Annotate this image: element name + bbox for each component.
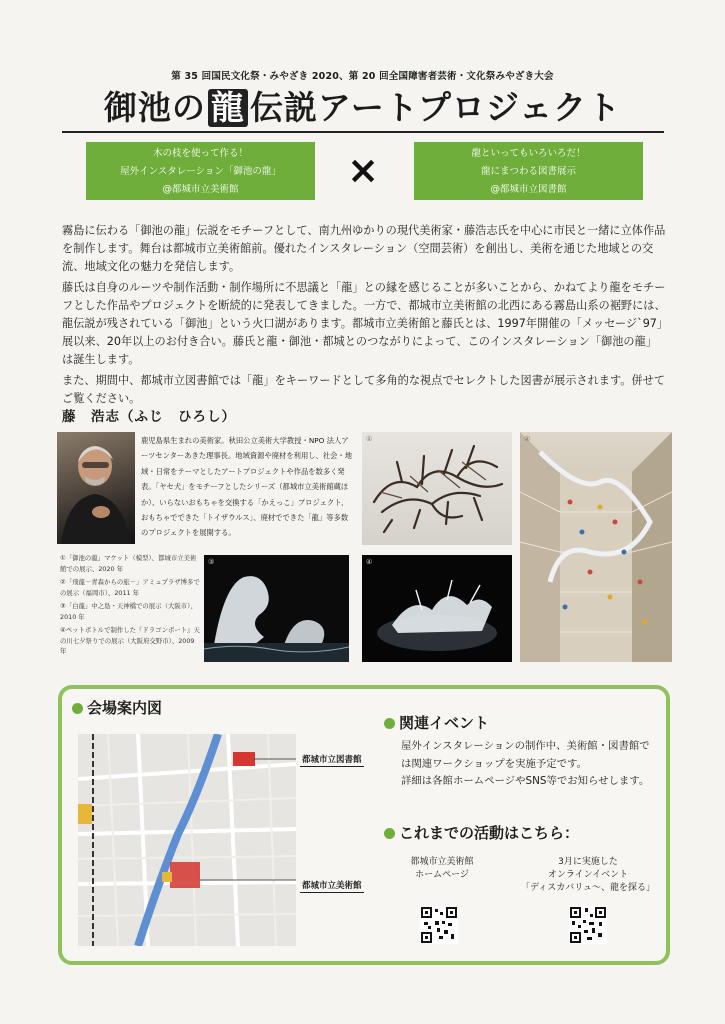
caption-1: ①「御池の龍」マケット（模型）、都城市立美術館での展示、2020 年 <box>60 554 197 573</box>
bullet-icon <box>384 828 395 839</box>
museum-homepage-link[interactable] <box>398 856 486 882</box>
intro-text <box>62 222 666 411</box>
events-title-text: 関連イベント <box>399 714 490 732</box>
library-map-label: 都城市立図書館 <box>302 755 362 765</box>
events-text-2: 詳細は各館ホームページやSNS等でお知らせします。 <box>401 775 650 787</box>
bullet-icon <box>384 718 395 729</box>
atrium-illustration <box>520 432 672 662</box>
title-before: 御池の <box>103 88 206 127</box>
events-title <box>384 712 489 733</box>
photo-dragon-boat <box>362 555 512 662</box>
online-event-line-3: 「ディスカバリュ〜、龍を探る」 <box>520 883 655 893</box>
venue-map[interactable] <box>78 734 296 946</box>
installation-line-1: 木の枝を使って作る！ <box>152 148 248 159</box>
cross-mark: × <box>347 148 379 192</box>
museum-qr-code-icon[interactable] <box>420 906 458 944</box>
title-after: 伝説アートプロジェクト <box>249 88 622 127</box>
online-event-line-1: 3月に実施した <box>558 857 618 867</box>
dragon-maquette-illustration <box>362 432 512 545</box>
photo-number-4: ④ <box>366 558 373 566</box>
activities-title <box>384 822 579 843</box>
library-box <box>414 142 643 200</box>
events-text <box>401 738 651 791</box>
events-text-1: 屋外インスタレーションの制作中、美術館・図書館では関連ワークショップを実施予定です。 <box>401 740 650 770</box>
caption-3: ③「白龍」中之島・天神橋での展示（大阪市）、2010 年 <box>60 602 197 621</box>
bullet-icon <box>72 703 83 714</box>
online-event-link[interactable] <box>518 856 658 895</box>
qr-pattern <box>569 906 607 944</box>
museum-map-label: 都城市立美術館 <box>302 881 362 891</box>
photo-flying-dragon <box>520 432 672 662</box>
artist-photo <box>57 432 135 544</box>
photo-number-2: ② <box>524 435 531 443</box>
photo-white-dragon <box>204 555 349 662</box>
museum-homepage-line-1: 都城市立美術館 <box>410 857 474 867</box>
map-title <box>72 697 162 718</box>
photo-number-3: ③ <box>208 558 215 566</box>
photo-captions <box>60 553 200 660</box>
page-title <box>0 86 725 130</box>
event-line: 第 35 回国民文化祭・みやざき 2020、第 20 回全国障害者芸術・文化祭みやざき大会 <box>171 71 554 82</box>
title-rule <box>62 131 664 133</box>
photo-maquette <box>362 432 512 545</box>
library-line-3: @都城市立図書館 <box>490 184 567 195</box>
title-highlight: 龍 <box>208 89 248 127</box>
installation-line-2: 屋外インスタレーション「御池の龍」 <box>120 166 281 177</box>
qr-pattern <box>420 906 458 944</box>
library-line-1: 龍といってもいろいろだ！ <box>471 148 586 159</box>
caption-4: ④ペットボトルで制作した『ドラゴンボート』天の川七夕祭りでの展示（大阪府交野市）、2009 年 <box>60 626 200 655</box>
intro-paragraph-3: また、期間中、都城市立図書館では「龍」をキーワードとして多角的な視点でセレクトした図書が展示されます。併せてご覧ください。 <box>62 374 666 405</box>
artist-bio: 鹿児島県生まれの美術家。秋田公立美術大学教授・NPO 法人アーツセンターあきた理事長。地域資源や廃材を利用し、社会・地域・日常をテーマとしたアートプロジェクトや作品を数多く発表。「ヤセ犬」をモチーフとしたシリーズ（都城市立美術館蔵ほか）、いらないおもちゃを交換する「かえっこ」プロジェクト、おもちゃでできた「トイザウルス」、廃材でできた「龍」等多数のプロジェクトを展開する。 <box>141 436 353 538</box>
intro-paragraph-2: 藤氏は自身のルーツや制作活動・制作場所に不思議と「龍」との縁を感じることが多いことから、かねてより龍をモチーフとした作品やプロジェクトを断続的に発表してきました。一方で、都城市立美術館の北西にある霧島山系の裾野には、龍伝説が残されている「御池」という火口湖があります。都城市立美術館と藤氏とは、1997年開催の「メッセージ`97」展以来、20年以上のお付き合い。藤氏と龍・御池・都城とのつながりによって、このインスタレーション「御池の龍」は誕生します。 <box>62 281 666 366</box>
map-illustration <box>78 734 296 946</box>
intro-paragraph-1: 霧島に伝わる「御池の龍」伝説をモチーフとして、南九州ゆかりの現代美術家・藤浩志氏を中心に市民と一緒に立体作品を制作します。舞台は都城市立美術館前。優れたインスタレーション（空間芸術）を創出し、美術を通じた地域との交流、地域文化の魅力を発信します。 <box>62 224 666 273</box>
installation-box <box>86 142 315 200</box>
caption-2: ②「飛龍－青森からの旅－」アミュプラザ博多での展示（福岡市）、2011 年 <box>60 578 200 597</box>
artist-name: 藤 浩志（ふじ ひろし） <box>62 409 236 425</box>
white-dragon-illustration <box>204 555 349 662</box>
museum-homepage-line-2: ホームページ <box>415 870 469 880</box>
installation-line-3: @都城市立美術館 <box>162 184 239 195</box>
photo-number-1: ① <box>366 435 373 443</box>
map-title-text: 会場案内図 <box>87 699 163 717</box>
online-event-line-2: オンラインイベント <box>547 870 629 880</box>
dragon-boat-illustration <box>362 555 512 662</box>
activities-title-text: これまでの活動はこちら： <box>399 824 580 842</box>
artist-portrait-illustration <box>57 432 135 544</box>
event-qr-code-icon[interactable] <box>569 906 607 944</box>
library-line-2: 龍にまつわる図書展示 <box>480 166 576 177</box>
